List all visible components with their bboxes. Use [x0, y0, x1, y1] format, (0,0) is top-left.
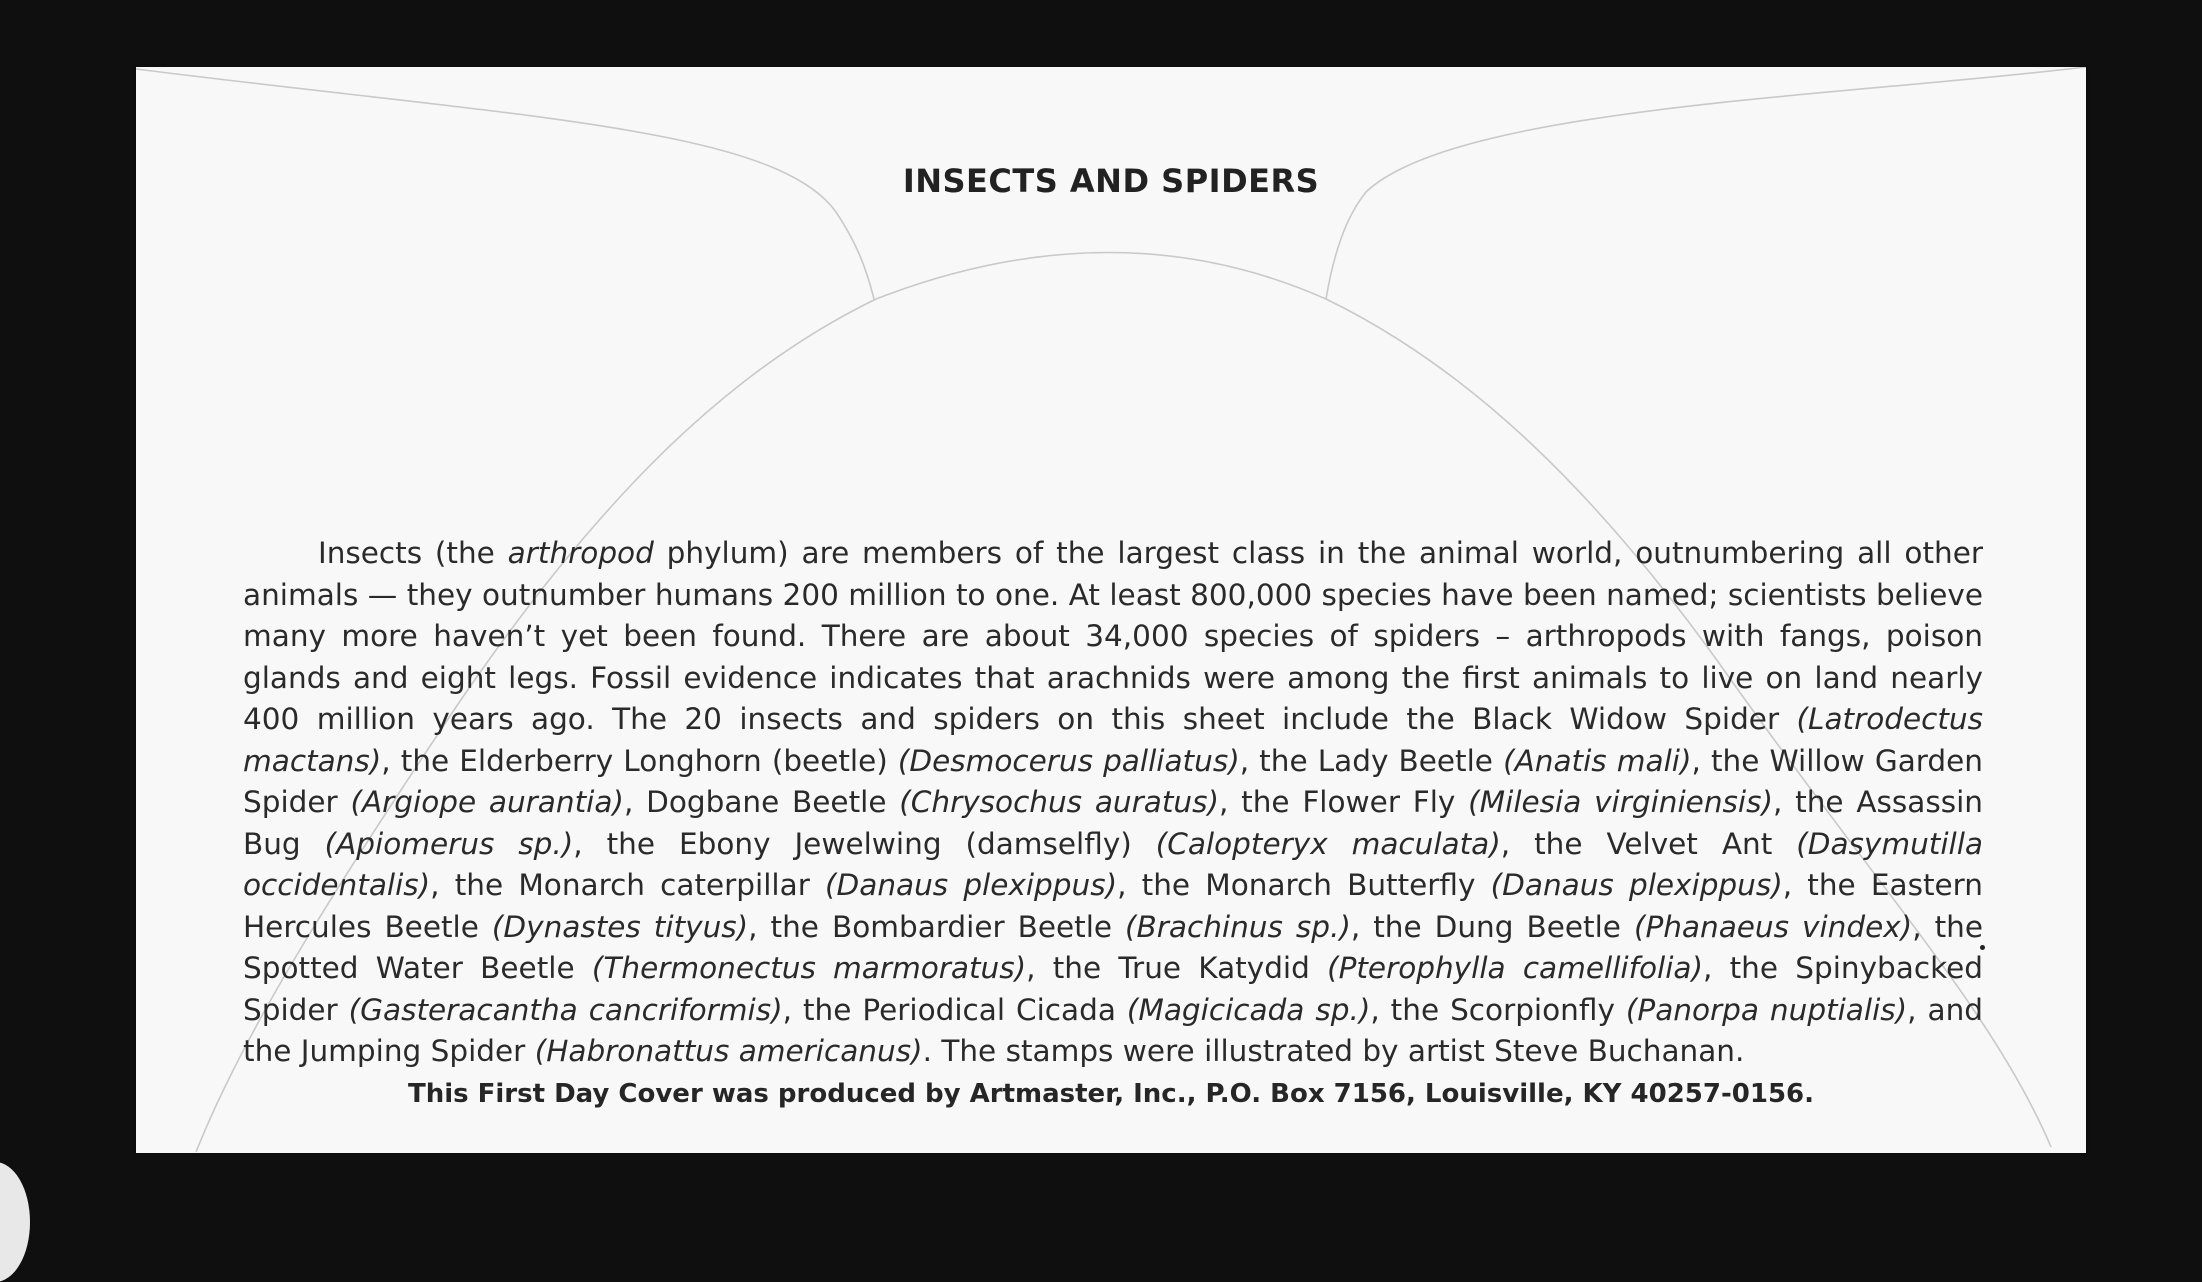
species-name: (Brachinus sp.) — [1125, 909, 1351, 944]
paragraph-text: , the Spotted Water Beetle — [243, 909, 1983, 985]
species-name: (Latrodectus mactans) — [243, 702, 1983, 778]
ink-speck — [1980, 945, 1985, 950]
paragraph-text: , the Ebony Jewelwing (damselfly) — [573, 826, 1156, 861]
cover-title: INSECTS AND SPIDERS — [902, 162, 1320, 200]
species-name: (Danaus plexippus) — [825, 868, 1118, 902]
paragraph-text: , the Periodical Cicada — [782, 992, 1127, 1027]
species-name: (Desmocerus palliatus) — [897, 743, 1240, 778]
paragraph-text: , and the Jumping Spider — [243, 992, 1984, 1068]
paragraph-text: , the Velvet Ant — [1500, 826, 1797, 861]
paragraph-text: , the Flower Fly — [1218, 785, 1469, 819]
envelope-back — [136, 67, 2086, 1153]
paragraph-text: Insects (the — [318, 536, 508, 570]
paragraph-text: , the Monarch Butterfly — [1117, 868, 1491, 902]
paragraph-text: phylum) are members of the largest class in the animal world, outnumbering all other animals — they outnumber humans 200 million to one. At least 800,000 species have been named; scientists believe many more haven’t yet been found. There are about 34,000 species of spiders – arthropods with fangs, poison glands and eight legs. Fossil evidence indicates that arachnids were among the first animals to live on land nearly 400 million years ago. The 20 insects and spiders on this sheet include the Black Widow Spider — [243, 536, 1983, 736]
paragraph-text: , the Willow Garden Spider — [243, 743, 1983, 819]
species-name: (Gasteracantha cancriformis) — [348, 992, 783, 1027]
species-name: (Phanaeus vindex) — [1633, 909, 1913, 944]
paragraph-text: . The stamps were illustrated by artist Steve Buchanan. — [922, 1034, 1745, 1068]
species-name: (Magicicada sp.) — [1126, 992, 1371, 1027]
species-name: (Milesia virginiensis) — [1468, 785, 1773, 819]
species-name: (Panorpa nuptialis) — [1625, 992, 1908, 1027]
species-name: (Anatis mali) — [1503, 743, 1692, 778]
paragraph-text: , the Spinybacked Spider — [243, 951, 1983, 1027]
species-name: (Thermonectus marmoratus) — [591, 951, 1027, 985]
paragraph-text: , the Monarch caterpillar — [430, 868, 826, 902]
species-name: (Apiomerus sp.) — [324, 826, 574, 861]
species-name: (Habronattus americanus) — [534, 1034, 923, 1068]
species-name: (Danaus plexippus) — [1490, 868, 1783, 902]
paragraph-text: , the Elderberry Longhorn (beetle) — [381, 743, 898, 778]
paragraph-text: , the Lady Beetle — [1239, 743, 1504, 778]
paragraph-text: , the Dung Beetle — [1350, 909, 1634, 944]
paragraph-text: , the True Katydid — [1026, 951, 1328, 985]
species-name: (Chrysochus auratus) — [899, 785, 1219, 819]
paragraph-text: , the Bombardier Beetle — [748, 909, 1126, 944]
species-name: (Argiope aurantia) — [350, 785, 624, 819]
species-name: (Dasymutilla occidentalis) — [243, 826, 1984, 902]
species-name: arthropod — [507, 536, 654, 570]
species-name: (Dynastes tityus) — [491, 909, 749, 944]
background-paper-corner — [0, 1162, 30, 1282]
species-name: (Calopteryx maculata) — [1155, 826, 1501, 861]
paragraph-text: , the Assassin Bug — [243, 785, 1983, 861]
description-paragraph — [243, 533, 1983, 1073]
paragraph-text: , the Eastern Hercules Beetle — [243, 868, 1983, 944]
paragraph-text: , Dogbane Beetle — [623, 785, 900, 819]
species-name: (Pterophylla camellifolia) — [1327, 951, 1704, 985]
paragraph-text: , the Scorpionfly — [1370, 992, 1626, 1027]
producer-credit: This First Day Cover was produced by Artmaster, Inc., P.O. Box 7156, Louisville, KY 40257-0156. — [407, 1079, 1815, 1109]
